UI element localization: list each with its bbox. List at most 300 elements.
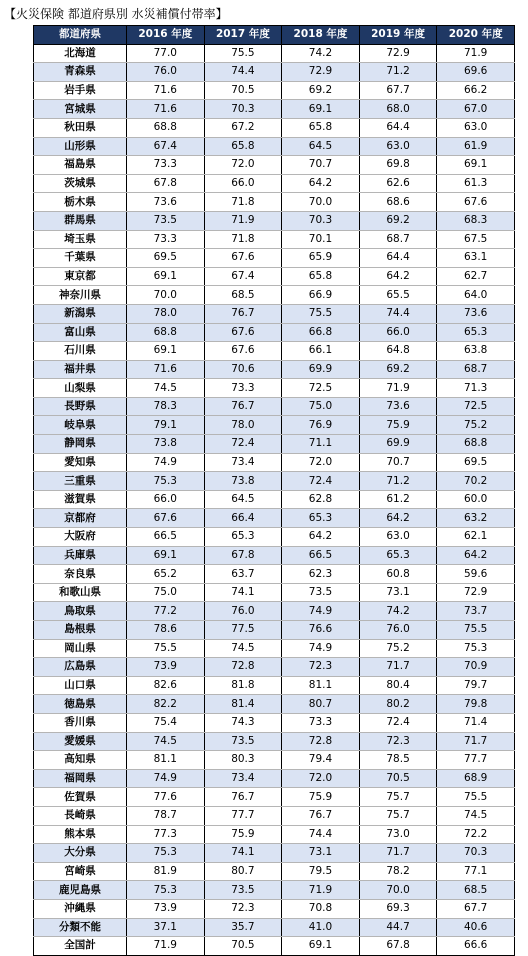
coverage-rate-cell: 60.0 <box>437 490 515 509</box>
coverage-rate-cell: 70.5 <box>359 769 437 788</box>
table-row <box>34 806 515 825</box>
table-row <box>34 416 515 435</box>
coverage-rate-cell: 40.6 <box>437 918 515 937</box>
coverage-rate-cell: 75.9 <box>204 825 282 844</box>
table-row <box>34 602 515 621</box>
coverage-rate-cell: 73.4 <box>204 453 282 472</box>
coverage-rate-cell: 72.8 <box>282 732 360 751</box>
coverage-rate-cell: 73.8 <box>127 435 205 454</box>
prefecture-name-cell: 大阪府 <box>34 528 127 547</box>
table-row <box>34 676 515 695</box>
coverage-rate-cell: 77.0 <box>127 44 205 63</box>
table-row <box>34 788 515 807</box>
table-row <box>34 81 515 100</box>
coverage-rate-cell: 76.7 <box>204 788 282 807</box>
coverage-rate-cell: 78.3 <box>127 397 205 416</box>
coverage-rate-cell: 65.3 <box>359 546 437 565</box>
coverage-rate-cell: 35.7 <box>204 918 282 937</box>
coverage-rate-cell: 67.4 <box>127 137 205 156</box>
coverage-rate-cell: 80.2 <box>359 695 437 714</box>
coverage-rate-cell: 75.0 <box>282 397 360 416</box>
table-row <box>34 230 515 249</box>
coverage-rate-cell: 63.0 <box>359 528 437 547</box>
prefecture-name-cell: 富山県 <box>34 323 127 342</box>
coverage-rate-cell: 73.4 <box>204 769 282 788</box>
table-row <box>34 825 515 844</box>
coverage-rate-cell: 73.6 <box>127 193 205 212</box>
prefecture-name-cell: 新潟県 <box>34 304 127 323</box>
column-header-2017: 2017 年度 <box>204 26 282 45</box>
coverage-rate-cell: 71.7 <box>359 844 437 863</box>
coverage-rate-cell: 70.3 <box>204 100 282 119</box>
table-row <box>34 323 515 342</box>
coverage-rate-cell: 74.4 <box>282 825 360 844</box>
table-row <box>34 732 515 751</box>
coverage-rate-cell: 67.7 <box>359 81 437 100</box>
coverage-rate-cell: 81.1 <box>127 751 205 770</box>
coverage-rate-cell: 79.1 <box>127 416 205 435</box>
coverage-rate-cell: 68.0 <box>359 100 437 119</box>
table-row <box>34 899 515 918</box>
table-row <box>34 769 515 788</box>
table-row <box>34 565 515 584</box>
coverage-rate-cell: 74.1 <box>204 583 282 602</box>
coverage-rate-cell: 68.9 <box>437 769 515 788</box>
coverage-rate-cell: 70.7 <box>359 453 437 472</box>
coverage-rate-cell: 71.8 <box>204 230 282 249</box>
coverage-rate-cell: 80.4 <box>359 676 437 695</box>
prefecture-name-cell: 香川県 <box>34 713 127 732</box>
prefecture-name-cell: 福岡県 <box>34 769 127 788</box>
prefecture-name-cell: 福井県 <box>34 360 127 379</box>
prefecture-name-cell: 東京都 <box>34 267 127 286</box>
coverage-rate-cell: 77.2 <box>127 602 205 621</box>
coverage-rate-cell: 70.6 <box>204 360 282 379</box>
column-header-2019: 2019 年度 <box>359 26 437 45</box>
coverage-rate-cell: 78.0 <box>204 416 282 435</box>
coverage-rate-cell: 66.6 <box>437 937 515 956</box>
coverage-rate-cell: 71.3 <box>437 379 515 398</box>
coverage-rate-cell: 72.3 <box>204 899 282 918</box>
coverage-rate-cell: 74.4 <box>204 63 282 82</box>
table-row <box>34 509 515 528</box>
coverage-rate-cell: 69.1 <box>127 546 205 565</box>
prefecture-name-cell: 石川県 <box>34 342 127 361</box>
coverage-rate-cell: 73.5 <box>127 211 205 230</box>
coverage-rate-cell: 75.5 <box>282 304 360 323</box>
coverage-rate-cell: 64.2 <box>359 267 437 286</box>
prefecture-name-cell: 京都府 <box>34 509 127 528</box>
coverage-rate-cell: 75.3 <box>127 881 205 900</box>
coverage-rate-cell: 82.6 <box>127 676 205 695</box>
coverage-rate-cell: 73.5 <box>204 732 282 751</box>
table-row <box>34 193 515 212</box>
coverage-rate-cell: 63.0 <box>437 118 515 137</box>
coverage-rate-cell: 75.2 <box>437 416 515 435</box>
table-row <box>34 174 515 193</box>
coverage-rate-cell: 71.7 <box>437 732 515 751</box>
coverage-rate-cell: 73.5 <box>282 583 360 602</box>
coverage-rate-cell: 61.2 <box>359 490 437 509</box>
coverage-rate-cell: 70.0 <box>359 881 437 900</box>
coverage-rate-cell: 66.9 <box>282 286 360 305</box>
table-row <box>34 63 515 82</box>
coverage-rate-cell: 69.2 <box>359 360 437 379</box>
coverage-rate-cell: 37.1 <box>127 918 205 937</box>
coverage-rate-cell: 64.2 <box>282 174 360 193</box>
coverage-rate-cell: 74.2 <box>359 602 437 621</box>
prefecture-name-cell: 福島県 <box>34 156 127 175</box>
coverage-rate-cell: 75.5 <box>127 639 205 658</box>
coverage-rate-cell: 73.3 <box>282 713 360 732</box>
coverage-rate-cell: 72.3 <box>359 732 437 751</box>
water-damage-coverage-table <box>33 25 515 956</box>
coverage-rate-cell: 66.5 <box>282 546 360 565</box>
coverage-rate-cell: 75.9 <box>359 416 437 435</box>
coverage-rate-cell: 65.2 <box>127 565 205 584</box>
coverage-rate-cell: 69.5 <box>437 453 515 472</box>
coverage-rate-cell: 75.5 <box>437 788 515 807</box>
coverage-rate-cell: 73.6 <box>437 304 515 323</box>
prefecture-name-cell: 高知県 <box>34 751 127 770</box>
coverage-rate-cell: 72.3 <box>282 658 360 677</box>
coverage-rate-cell: 73.3 <box>204 379 282 398</box>
coverage-rate-cell: 63.2 <box>437 509 515 528</box>
coverage-rate-cell: 73.6 <box>359 397 437 416</box>
coverage-rate-cell: 77.6 <box>127 788 205 807</box>
table-row <box>34 639 515 658</box>
coverage-rate-cell: 64.4 <box>359 118 437 137</box>
coverage-rate-cell: 61.9 <box>437 137 515 156</box>
coverage-rate-cell: 69.8 <box>359 156 437 175</box>
coverage-rate-cell: 76.7 <box>204 304 282 323</box>
coverage-rate-cell: 66.0 <box>127 490 205 509</box>
column-header-prefecture: 都道府県 <box>34 26 127 45</box>
coverage-rate-cell: 71.9 <box>127 937 205 956</box>
coverage-rate-cell: 75.3 <box>437 639 515 658</box>
coverage-rate-cell: 66.2 <box>437 81 515 100</box>
coverage-rate-cell: 77.5 <box>204 621 282 640</box>
coverage-rate-cell: 75.3 <box>127 472 205 491</box>
coverage-rate-cell: 77.3 <box>127 825 205 844</box>
document-title: 【火災保険 都道府県別 水災補償付帯率】 <box>4 7 228 21</box>
coverage-rate-cell: 71.9 <box>437 44 515 63</box>
prefecture-name-cell: 岐阜県 <box>34 416 127 435</box>
coverage-rate-cell: 79.5 <box>282 862 360 881</box>
table-header-row <box>34 26 515 45</box>
table-row <box>34 137 515 156</box>
table-row <box>34 286 515 305</box>
coverage-rate-cell: 76.7 <box>282 806 360 825</box>
coverage-rate-cell: 62.3 <box>282 565 360 584</box>
coverage-rate-cell: 72.2 <box>437 825 515 844</box>
coverage-rate-cell: 70.3 <box>282 211 360 230</box>
table-row <box>34 360 515 379</box>
coverage-rate-cell: 72.0 <box>282 453 360 472</box>
prefecture-name-cell: 栃木県 <box>34 193 127 212</box>
prefecture-name-cell: 神奈川県 <box>34 286 127 305</box>
coverage-rate-cell: 80.7 <box>204 862 282 881</box>
coverage-rate-cell: 65.8 <box>282 267 360 286</box>
coverage-rate-cell: 67.8 <box>359 937 437 956</box>
coverage-rate-cell: 71.6 <box>127 81 205 100</box>
coverage-rate-cell: 67.7 <box>437 899 515 918</box>
table-row <box>34 397 515 416</box>
coverage-rate-cell: 41.0 <box>282 918 360 937</box>
coverage-rate-cell: 59.6 <box>437 565 515 584</box>
coverage-rate-cell: 71.8 <box>204 193 282 212</box>
table-body <box>34 44 515 955</box>
coverage-rate-cell: 74.1 <box>204 844 282 863</box>
prefecture-name-cell: 広島県 <box>34 658 127 677</box>
coverage-rate-cell: 63.1 <box>437 249 515 268</box>
table-row <box>34 844 515 863</box>
coverage-rate-cell: 72.4 <box>204 435 282 454</box>
prefecture-name-cell: 茨城県 <box>34 174 127 193</box>
prefecture-name-cell: 和歌山県 <box>34 583 127 602</box>
coverage-rate-cell: 74.4 <box>359 304 437 323</box>
coverage-rate-cell: 70.2 <box>437 472 515 491</box>
coverage-rate-cell: 67.4 <box>204 267 282 286</box>
coverage-rate-cell: 71.6 <box>127 100 205 119</box>
coverage-rate-cell: 72.4 <box>282 472 360 491</box>
coverage-rate-cell: 64.0 <box>437 286 515 305</box>
coverage-rate-cell: 65.3 <box>204 528 282 547</box>
coverage-rate-cell: 62.6 <box>359 174 437 193</box>
coverage-rate-cell: 63.8 <box>437 342 515 361</box>
coverage-rate-cell: 63.7 <box>204 565 282 584</box>
coverage-rate-cell: 69.5 <box>127 249 205 268</box>
coverage-rate-cell: 72.5 <box>282 379 360 398</box>
coverage-rate-cell: 64.2 <box>282 528 360 547</box>
coverage-rate-cell: 69.9 <box>282 360 360 379</box>
coverage-rate-cell: 64.2 <box>359 509 437 528</box>
prefecture-name-cell: 佐賀県 <box>34 788 127 807</box>
coverage-rate-cell: 67.6 <box>204 249 282 268</box>
coverage-rate-cell: 70.3 <box>437 844 515 863</box>
coverage-rate-cell: 68.7 <box>437 360 515 379</box>
coverage-rate-cell: 69.1 <box>282 100 360 119</box>
prefecture-name-cell: 三重県 <box>34 472 127 491</box>
prefecture-name-cell: 鹿児島県 <box>34 881 127 900</box>
coverage-rate-cell: 68.5 <box>204 286 282 305</box>
coverage-rate-cell: 71.9 <box>204 211 282 230</box>
coverage-rate-cell: 68.3 <box>437 211 515 230</box>
coverage-rate-cell: 67.8 <box>204 546 282 565</box>
coverage-rate-cell: 70.0 <box>282 193 360 212</box>
coverage-rate-cell: 69.2 <box>359 211 437 230</box>
coverage-rate-cell: 73.0 <box>359 825 437 844</box>
coverage-rate-cell: 69.6 <box>437 63 515 82</box>
coverage-rate-cell: 68.8 <box>437 435 515 454</box>
coverage-rate-cell: 69.1 <box>282 937 360 956</box>
coverage-rate-cell: 70.9 <box>437 658 515 677</box>
column-header-2020: 2020 年度 <box>437 26 515 45</box>
prefecture-name-cell: 沖縄県 <box>34 899 127 918</box>
prefecture-name-cell: 北海道 <box>34 44 127 63</box>
coverage-rate-cell: 64.8 <box>359 342 437 361</box>
coverage-rate-cell: 68.5 <box>437 881 515 900</box>
table-row <box>34 472 515 491</box>
coverage-rate-cell: 71.6 <box>127 360 205 379</box>
table-row <box>34 583 515 602</box>
coverage-rate-cell: 75.7 <box>359 806 437 825</box>
coverage-rate-cell: 75.5 <box>437 621 515 640</box>
coverage-rate-cell: 71.4 <box>437 713 515 732</box>
coverage-rate-cell: 81.8 <box>204 676 282 695</box>
coverage-rate-cell: 76.7 <box>204 397 282 416</box>
coverage-rate-cell: 65.8 <box>282 118 360 137</box>
coverage-rate-cell: 79.8 <box>437 695 515 714</box>
coverage-rate-cell: 73.7 <box>437 602 515 621</box>
coverage-rate-cell: 66.8 <box>282 323 360 342</box>
table-row <box>34 862 515 881</box>
coverage-rate-cell: 70.1 <box>282 230 360 249</box>
prefecture-name-cell: 熊本県 <box>34 825 127 844</box>
prefecture-name-cell: 分類不能 <box>34 918 127 937</box>
coverage-rate-cell: 75.9 <box>282 788 360 807</box>
table-row <box>34 156 515 175</box>
coverage-rate-cell: 65.5 <box>359 286 437 305</box>
coverage-rate-cell: 73.5 <box>204 881 282 900</box>
coverage-rate-cell: 75.2 <box>359 639 437 658</box>
coverage-rate-cell: 78.7 <box>127 806 205 825</box>
coverage-rate-cell: 75.4 <box>127 713 205 732</box>
column-header-2018: 2018 年度 <box>282 26 360 45</box>
coverage-rate-cell: 68.8 <box>127 323 205 342</box>
table-row <box>34 435 515 454</box>
coverage-rate-cell: 70.8 <box>282 899 360 918</box>
coverage-rate-cell: 67.8 <box>127 174 205 193</box>
prefecture-name-cell: 全国計 <box>34 937 127 956</box>
coverage-rate-cell: 62.7 <box>437 267 515 286</box>
prefecture-name-cell: 千葉県 <box>34 249 127 268</box>
coverage-rate-cell: 81.4 <box>204 695 282 714</box>
coverage-rate-cell: 81.1 <box>282 676 360 695</box>
coverage-rate-cell: 71.9 <box>359 379 437 398</box>
prefecture-name-cell: 滋賀県 <box>34 490 127 509</box>
coverage-rate-cell: 66.0 <box>359 323 437 342</box>
table-row <box>34 751 515 770</box>
table-row <box>34 658 515 677</box>
coverage-rate-cell: 67.5 <box>437 230 515 249</box>
coverage-rate-cell: 81.9 <box>127 862 205 881</box>
coverage-rate-cell: 80.7 <box>282 695 360 714</box>
table-row <box>34 249 515 268</box>
coverage-rate-cell: 74.3 <box>204 713 282 732</box>
coverage-rate-cell: 67.0 <box>437 100 515 119</box>
coverage-rate-cell: 65.8 <box>204 137 282 156</box>
coverage-rate-cell: 73.3 <box>127 156 205 175</box>
prefecture-name-cell: 岩手県 <box>34 81 127 100</box>
table-row <box>34 528 515 547</box>
coverage-rate-cell: 74.9 <box>282 639 360 658</box>
prefecture-name-cell: 宮崎県 <box>34 862 127 881</box>
coverage-rate-cell: 74.5 <box>127 379 205 398</box>
coverage-rate-cell: 71.2 <box>359 63 437 82</box>
prefecture-name-cell: 山形県 <box>34 137 127 156</box>
coverage-rate-cell: 71.1 <box>282 435 360 454</box>
column-header-2016: 2016 年度 <box>127 26 205 45</box>
coverage-rate-cell: 74.5 <box>204 639 282 658</box>
coverage-rate-cell: 74.5 <box>127 732 205 751</box>
prefecture-name-cell: 岡山県 <box>34 639 127 658</box>
table-row <box>34 546 515 565</box>
coverage-rate-cell: 69.3 <box>359 899 437 918</box>
coverage-rate-cell: 72.5 <box>437 397 515 416</box>
table-row <box>34 453 515 472</box>
prefecture-name-cell: 愛媛県 <box>34 732 127 751</box>
coverage-rate-cell: 72.0 <box>204 156 282 175</box>
prefecture-name-cell: 長崎県 <box>34 806 127 825</box>
coverage-rate-cell: 77.7 <box>437 751 515 770</box>
coverage-rate-cell: 65.3 <box>437 323 515 342</box>
table-row <box>34 379 515 398</box>
coverage-rate-cell: 74.2 <box>282 44 360 63</box>
coverage-rate-cell: 60.8 <box>359 565 437 584</box>
coverage-rate-cell: 73.8 <box>204 472 282 491</box>
prefecture-name-cell: 静岡県 <box>34 435 127 454</box>
prefecture-name-cell: 秋田県 <box>34 118 127 137</box>
coverage-rate-cell: 69.1 <box>127 267 205 286</box>
coverage-rate-cell: 70.0 <box>127 286 205 305</box>
coverage-rate-cell: 62.1 <box>437 528 515 547</box>
table-row <box>34 695 515 714</box>
coverage-rate-cell: 73.9 <box>127 658 205 677</box>
coverage-rate-cell: 76.6 <box>282 621 360 640</box>
coverage-rate-cell: 72.9 <box>282 63 360 82</box>
coverage-rate-cell: 75.5 <box>204 44 282 63</box>
coverage-rate-cell: 72.9 <box>437 583 515 602</box>
coverage-rate-cell: 72.8 <box>204 658 282 677</box>
coverage-rate-cell: 65.9 <box>282 249 360 268</box>
prefecture-name-cell: 徳島県 <box>34 695 127 714</box>
prefecture-name-cell: 山口県 <box>34 676 127 695</box>
coverage-rate-cell: 68.8 <box>127 118 205 137</box>
coverage-rate-cell: 72.4 <box>359 713 437 732</box>
coverage-rate-cell: 65.3 <box>282 509 360 528</box>
coverage-rate-cell: 71.2 <box>359 472 437 491</box>
coverage-rate-cell: 75.3 <box>127 844 205 863</box>
coverage-rate-cell: 70.5 <box>204 937 282 956</box>
prefecture-name-cell: 長野県 <box>34 397 127 416</box>
coverage-rate-cell: 68.6 <box>359 193 437 212</box>
prefecture-name-cell: 山梨県 <box>34 379 127 398</box>
coverage-rate-cell: 74.9 <box>127 453 205 472</box>
coverage-rate-cell: 62.8 <box>282 490 360 509</box>
table-row <box>34 342 515 361</box>
coverage-rate-cell: 78.0 <box>127 304 205 323</box>
coverage-rate-cell: 73.1 <box>282 844 360 863</box>
coverage-rate-cell: 78.2 <box>359 862 437 881</box>
coverage-rate-cell: 70.7 <box>282 156 360 175</box>
table-row <box>34 44 515 63</box>
coverage-rate-cell: 66.0 <box>204 174 282 193</box>
prefecture-name-cell: 兵庫県 <box>34 546 127 565</box>
coverage-rate-cell: 64.5 <box>282 137 360 156</box>
prefecture-name-cell: 鳥取県 <box>34 602 127 621</box>
coverage-rate-cell: 76.0 <box>204 602 282 621</box>
coverage-rate-cell: 73.3 <box>127 230 205 249</box>
coverage-rate-cell: 69.1 <box>437 156 515 175</box>
coverage-rate-cell: 64.2 <box>437 546 515 565</box>
coverage-rate-cell: 75.0 <box>127 583 205 602</box>
coverage-rate-cell: 44.7 <box>359 918 437 937</box>
prefecture-name-cell: 奈良県 <box>34 565 127 584</box>
coverage-rate-cell: 66.1 <box>282 342 360 361</box>
table-row <box>34 118 515 137</box>
coverage-rate-cell: 71.7 <box>359 658 437 677</box>
